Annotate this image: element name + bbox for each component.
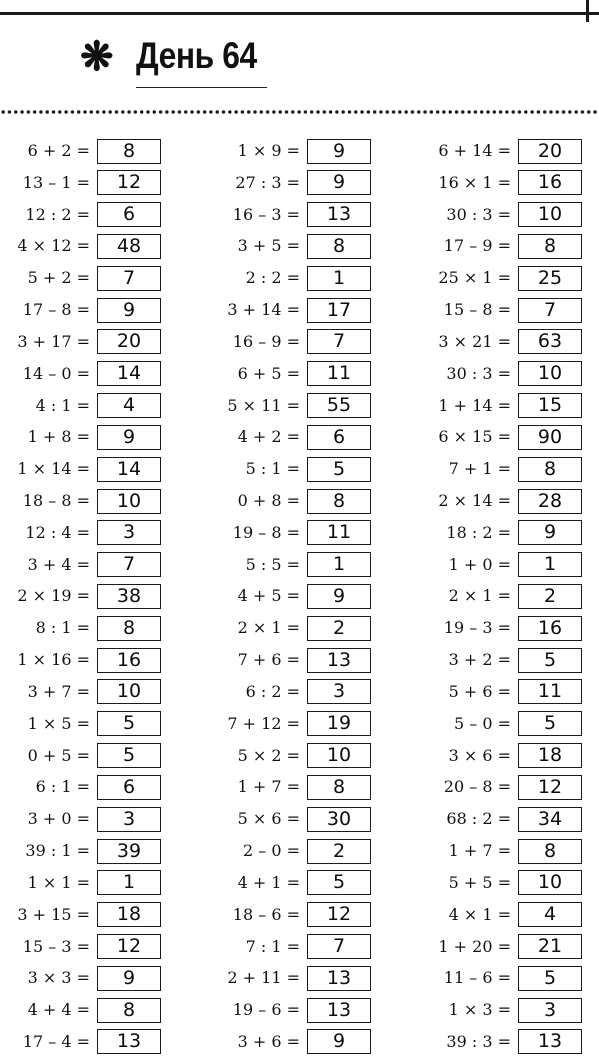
expression-text: 18 : 2 = (446, 522, 511, 542)
expression-text: 1 × 9 = (237, 141, 300, 160)
exercise-row (421, 964, 582, 992)
expression-text: 7 + 1 = (448, 459, 511, 479)
answer-box[interactable]: 7 (307, 329, 371, 354)
expression-text: 17 – 8 = (22, 300, 90, 320)
expression-text: 19 – 8 = (232, 522, 300, 542)
expression-text: 17 – 9 = (443, 236, 511, 256)
expression-text: 2 : 2 = (245, 268, 300, 288)
exercise-row (0, 837, 161, 865)
exercise-row (210, 933, 371, 961)
answer-box[interactable]: 10 (307, 743, 371, 768)
answer-box[interactable]: 3 (97, 807, 161, 832)
exercise-row (0, 487, 161, 515)
expression-text: 68 : 2 = (446, 809, 511, 829)
expression-text: 5 × 11 = (227, 395, 300, 415)
expression-text: 3 + 2 = (448, 650, 511, 670)
expression-text: 20 – 8 = (443, 777, 511, 797)
expression-text: 2 × 14 = (438, 491, 511, 511)
exercise-row (421, 582, 582, 610)
answer-box[interactable]: 8 (97, 998, 161, 1023)
expression-text: 25 × 1 = (438, 268, 511, 288)
answer-box[interactable]: 10 (518, 870, 582, 895)
answer-box[interactable]: 5 (518, 711, 582, 736)
page-header (80, 28, 276, 92)
expression-text: 1 + 0 = (448, 554, 511, 574)
exercise-row (0, 232, 161, 260)
answer-box[interactable]: 16 (518, 616, 582, 641)
exercise-row (421, 678, 582, 706)
answer-box[interactable]: 16 (518, 170, 582, 195)
expression-text: 5 : 1 = (245, 459, 300, 479)
expression-text: 2 × 1 = (448, 586, 511, 606)
answer-box[interactable]: 16 (97, 648, 161, 673)
exercise-row (0, 773, 161, 801)
answer-box[interactable]: 5 (518, 966, 582, 991)
page-title: День 64 (136, 35, 257, 76)
exercise-row (210, 201, 371, 229)
answer-box[interactable]: 7 (307, 934, 371, 959)
exercise-row (421, 455, 582, 483)
expression-text: 18 – 6 = (232, 904, 300, 924)
exercise-row (210, 996, 371, 1024)
answer-box[interactable]: 12 (518, 775, 582, 800)
exercise-row (421, 710, 582, 738)
exercise-row (210, 1028, 371, 1056)
exercise-row (0, 710, 161, 738)
expression-text: 5 × 6 = (237, 809, 300, 829)
exercise-row (210, 423, 371, 451)
exercise-row (421, 137, 582, 165)
exercise-row (0, 423, 161, 451)
exercise-row (0, 264, 161, 292)
exercise-row (421, 296, 582, 324)
answer-box[interactable]: 7 (97, 552, 161, 577)
expression-text: 7 + 6 = (237, 650, 300, 670)
exercise-row (0, 328, 161, 356)
expression-text: 4 + 2 = (237, 427, 300, 447)
answer-box[interactable]: 19 (307, 711, 371, 736)
exercise-row (0, 169, 161, 197)
exercise-row (421, 869, 582, 897)
exercise-row (210, 614, 371, 642)
exercise-row (421, 646, 582, 674)
expression-text: 18 – 8 = (22, 491, 90, 511)
answer-box[interactable]: 14 (97, 361, 161, 386)
exercise-row (210, 264, 371, 292)
expression-text: 5 × 2 = (237, 745, 300, 765)
expression-text: 7 : 1 = (245, 936, 300, 956)
expression-text: 1 × 16 = (17, 650, 90, 670)
answer-box[interactable]: 8 (518, 457, 582, 482)
answer-box[interactable]: 13 (307, 202, 371, 227)
right-border-line (586, 0, 589, 22)
expression-text: 1 + 7 = (448, 841, 511, 861)
exercise-row (0, 455, 161, 483)
expression-text: 3 + 17 = (17, 331, 90, 351)
answer-box[interactable]: 1 (518, 552, 582, 577)
expression-text: 2 × 1 = (237, 618, 300, 638)
expression-text: 16 – 9 = (232, 331, 300, 351)
exercise-row (210, 710, 371, 738)
answer-box[interactable]: 5 (518, 648, 582, 673)
expression-text: 17 – 4 = (22, 1031, 90, 1051)
expression-text: 12 : 4 = (25, 522, 90, 542)
exercise-row (0, 964, 161, 992)
answer-box[interactable]: 39 (97, 839, 161, 864)
answer-box[interactable]: 9 (307, 139, 371, 164)
answer-box[interactable]: 18 (97, 902, 161, 927)
expression-text: 1 × 5 = (27, 713, 90, 733)
exercise-row (210, 773, 371, 801)
answer-box[interactable]: 3 (97, 520, 161, 545)
expression-text: 3 + 5 = (237, 236, 300, 256)
exercise-row (210, 328, 371, 356)
answer-box[interactable]: 8 (518, 234, 582, 259)
exercise-row (0, 805, 161, 833)
exercise-row (0, 360, 161, 388)
exercise-row (210, 837, 371, 865)
answer-box[interactable]: 6 (97, 202, 161, 227)
expression-text: 30 : 3 = (446, 204, 511, 224)
answer-box[interactable]: 6 (307, 425, 371, 450)
answer-box[interactable]: 90 (518, 425, 582, 450)
exercise-row (210, 646, 371, 674)
answer-box[interactable]: 13 (97, 1029, 161, 1054)
expression-text: 16 – 3 = (232, 204, 300, 224)
exercise-row (421, 614, 582, 642)
asterisk-icon: ❋ (80, 33, 114, 80)
top-border-line (0, 0, 599, 15)
exercise-row (421, 773, 582, 801)
answer-box[interactable]: 11 (307, 361, 371, 386)
exercise-row (0, 1028, 161, 1056)
exercise-row (421, 392, 582, 420)
answer-box[interactable]: 8 (307, 234, 371, 259)
exercise-row (0, 678, 161, 706)
exercise-row (210, 296, 371, 324)
exercise-row (210, 232, 371, 260)
expression-text: 11 – 6 = (443, 968, 511, 988)
expression-text: 3 × 6 = (448, 745, 511, 765)
answer-box[interactable]: 1 (97, 870, 161, 895)
exercise-row (210, 360, 371, 388)
exercise-row (210, 487, 371, 515)
expression-text: 1 + 8 = (27, 427, 90, 447)
answer-box[interactable]: 4 (518, 902, 582, 927)
expression-text: 4 : 1 = (35, 395, 90, 415)
expression-text: 3 + 4 = (27, 554, 90, 574)
expression-text: 8 : 1 = (35, 618, 90, 638)
exercise-row (210, 742, 371, 770)
expression-text: 27 : 3 = (235, 172, 300, 192)
expression-text: 5 – 0 = (453, 713, 511, 733)
answer-box[interactable]: 9 (97, 425, 161, 450)
expression-text: 14 – 0 = (22, 363, 90, 383)
exercise-row (210, 455, 371, 483)
exercise-row (0, 614, 161, 642)
answer-box[interactable]: 25 (518, 266, 582, 291)
answer-box[interactable]: 8 (97, 139, 161, 164)
expression-text: 1 + 7 = (237, 777, 300, 797)
answer-box[interactable]: 10 (518, 361, 582, 386)
answer-box[interactable]: 21 (518, 934, 582, 959)
expression-text: 6 × 15 = (438, 427, 511, 447)
expression-text: 3 + 7 = (27, 681, 90, 701)
expression-text: 7 + 12 = (227, 713, 300, 733)
exercise-row (210, 392, 371, 420)
expression-text: 4 + 4 = (27, 1000, 90, 1020)
expression-text: 16 × 1 = (438, 172, 511, 192)
answer-box[interactable]: 9 (307, 1029, 371, 1054)
title-block (136, 28, 276, 88)
exercise-row (0, 742, 161, 770)
dotted-divider (0, 108, 599, 116)
answer-box[interactable]: 2 (307, 616, 371, 641)
answer-box[interactable]: 12 (97, 934, 161, 959)
expression-text: 15 – 8 = (443, 300, 511, 320)
answer-box[interactable]: 9 (97, 298, 161, 323)
exercise-row (0, 519, 161, 547)
expression-text: 6 + 2 = (27, 141, 90, 160)
exercise-row (421, 742, 582, 770)
exercise-row (421, 1028, 582, 1056)
expression-text: 1 × 3 = (448, 1000, 511, 1020)
expression-text: 5 : 5 = (245, 554, 300, 574)
expression-text: 3 × 3 = (27, 968, 90, 988)
exercise-row (421, 837, 582, 865)
exercise-row (210, 551, 371, 579)
answer-box[interactable]: 9 (97, 966, 161, 991)
answer-box[interactable]: 8 (307, 489, 371, 514)
expression-text: 3 + 14 = (227, 300, 300, 320)
answer-box[interactable]: 13 (307, 966, 371, 991)
answer-box[interactable]: 38 (97, 584, 161, 609)
exercise-row (421, 264, 582, 292)
expression-text: 6 : 2 = (245, 681, 300, 701)
expression-text: 5 + 6 = (448, 681, 511, 701)
exercise-row (0, 582, 161, 610)
expression-text: 19 – 6 = (232, 1000, 300, 1020)
answer-box[interactable]: 9 (307, 170, 371, 195)
expression-text: 12 : 2 = (25, 204, 90, 224)
expression-text: 0 + 8 = (237, 491, 300, 511)
exercise-row (0, 296, 161, 324)
expression-text: 2 + 11 = (227, 968, 300, 988)
expression-text: 4 × 12 = (17, 236, 90, 256)
exercise-row (421, 996, 582, 1024)
expression-text: 30 : 3 = (446, 363, 511, 383)
answer-box[interactable]: 5 (307, 457, 371, 482)
answer-box[interactable]: 8 (307, 775, 371, 800)
expression-text: 2 × 19 = (17, 586, 90, 606)
answer-box[interactable]: 28 (518, 489, 582, 514)
answer-box[interactable]: 2 (307, 839, 371, 864)
answer-box[interactable]: 10 (97, 489, 161, 514)
expression-text: 39 : 3 = (446, 1031, 511, 1051)
answer-box[interactable]: 13 (307, 998, 371, 1023)
title-underline (136, 87, 267, 88)
answer-box[interactable]: 7 (518, 298, 582, 323)
expression-text: 6 + 5 = (237, 363, 300, 383)
answer-box[interactable]: 63 (518, 329, 582, 354)
answer-box[interactable]: 3 (307, 679, 371, 704)
exercise-row (210, 964, 371, 992)
answer-box[interactable]: 17 (307, 298, 371, 323)
answer-box[interactable]: 2 (518, 584, 582, 609)
expression-text: 1 × 14 = (17, 459, 90, 479)
exercise-row (421, 201, 582, 229)
expression-text: 3 + 6 = (237, 1031, 300, 1051)
exercise-row (210, 869, 371, 897)
expression-text: 39 : 1 = (25, 841, 90, 861)
exercise-row (210, 678, 371, 706)
expression-text: 15 – 3 = (22, 936, 90, 956)
answer-box[interactable]: 8 (97, 616, 161, 641)
exercise-row (421, 901, 582, 929)
exercise-row (0, 996, 161, 1024)
answer-box[interactable]: 5 (307, 870, 371, 895)
exercise-row (210, 901, 371, 929)
answer-box[interactable]: 15 (518, 393, 582, 418)
expression-text: 13 – 1 = (22, 172, 90, 192)
exercise-row (210, 805, 371, 833)
answer-box[interactable]: 13 (307, 648, 371, 673)
answer-box[interactable]: 18 (518, 743, 582, 768)
answer-box[interactable]: 11 (307, 520, 371, 545)
expression-text: 19 – 3 = (443, 618, 511, 638)
expression-text: 1 × 1 = (27, 872, 90, 892)
answer-box[interactable]: 5 (97, 743, 161, 768)
expression-text: 5 + 5 = (448, 872, 511, 892)
exercise-row (0, 201, 161, 229)
answer-box[interactable]: 30 (307, 807, 371, 832)
exercise-row (0, 901, 161, 929)
answer-box[interactable]: 1 (307, 552, 371, 577)
answer-box[interactable]: 55 (307, 393, 371, 418)
exercise-row (210, 169, 371, 197)
answer-box[interactable]: 20 (518, 139, 582, 164)
exercise-row (0, 551, 161, 579)
expression-text: 6 : 1 = (35, 777, 90, 797)
exercise-row (421, 169, 582, 197)
answer-box[interactable]: 48 (97, 234, 161, 259)
exercise-row (421, 423, 582, 451)
answer-box[interactable]: 13 (518, 1029, 582, 1054)
answer-box[interactable]: 8 (518, 839, 582, 864)
expression-text: 3 + 0 = (27, 809, 90, 829)
answer-box[interactable]: 1 (307, 266, 371, 291)
answer-box[interactable]: 9 (518, 520, 582, 545)
answer-box[interactable]: 3 (518, 998, 582, 1023)
exercise-row (0, 646, 161, 674)
exercise-row (210, 519, 371, 547)
answer-box[interactable]: 10 (97, 679, 161, 704)
exercise-row (421, 328, 582, 356)
exercise-row (421, 232, 582, 260)
expression-text: 2 – 0 = (242, 841, 300, 861)
expression-text: 3 + 15 = (17, 904, 90, 924)
exercise-row (0, 933, 161, 961)
expression-text: 4 + 1 = (237, 872, 300, 892)
exercise-grid (0, 137, 599, 1057)
exercise-row (421, 360, 582, 388)
exercise-row (421, 487, 582, 515)
answer-box[interactable]: 7 (97, 266, 161, 291)
expression-text: 5 + 2 = (27, 268, 90, 288)
exercise-row (421, 519, 582, 547)
answer-box[interactable]: 10 (518, 202, 582, 227)
exercise-row (210, 137, 371, 165)
expression-text: 1 + 20 = (438, 936, 511, 956)
exercise-row (0, 392, 161, 420)
exercise-row (0, 869, 161, 897)
expression-text: 3 × 21 = (438, 331, 511, 351)
exercise-row (421, 805, 582, 833)
exercise-row (0, 137, 161, 165)
exercise-row (421, 933, 582, 961)
expression-text: 6 + 14 = (438, 141, 511, 160)
exercise-row (210, 582, 371, 610)
answer-box[interactable]: 9 (307, 584, 371, 609)
expression-text: 1 + 14 = (438, 395, 511, 415)
answer-box[interactable]: 20 (97, 329, 161, 354)
exercise-row (421, 551, 582, 579)
expression-text: 4 + 5 = (237, 586, 300, 606)
expression-text: 0 + 5 = (27, 745, 90, 765)
answer-box[interactable]: 34 (518, 807, 582, 832)
answer-box[interactable]: 6 (97, 775, 161, 800)
answer-box[interactable]: 12 (97, 170, 161, 195)
answer-box[interactable]: 5 (97, 711, 161, 736)
answer-box[interactable]: 14 (97, 457, 161, 482)
answer-box[interactable]: 4 (97, 393, 161, 418)
answer-box[interactable]: 12 (307, 902, 371, 927)
answer-box[interactable]: 11 (518, 679, 582, 704)
expression-text: 4 × 1 = (448, 904, 511, 924)
